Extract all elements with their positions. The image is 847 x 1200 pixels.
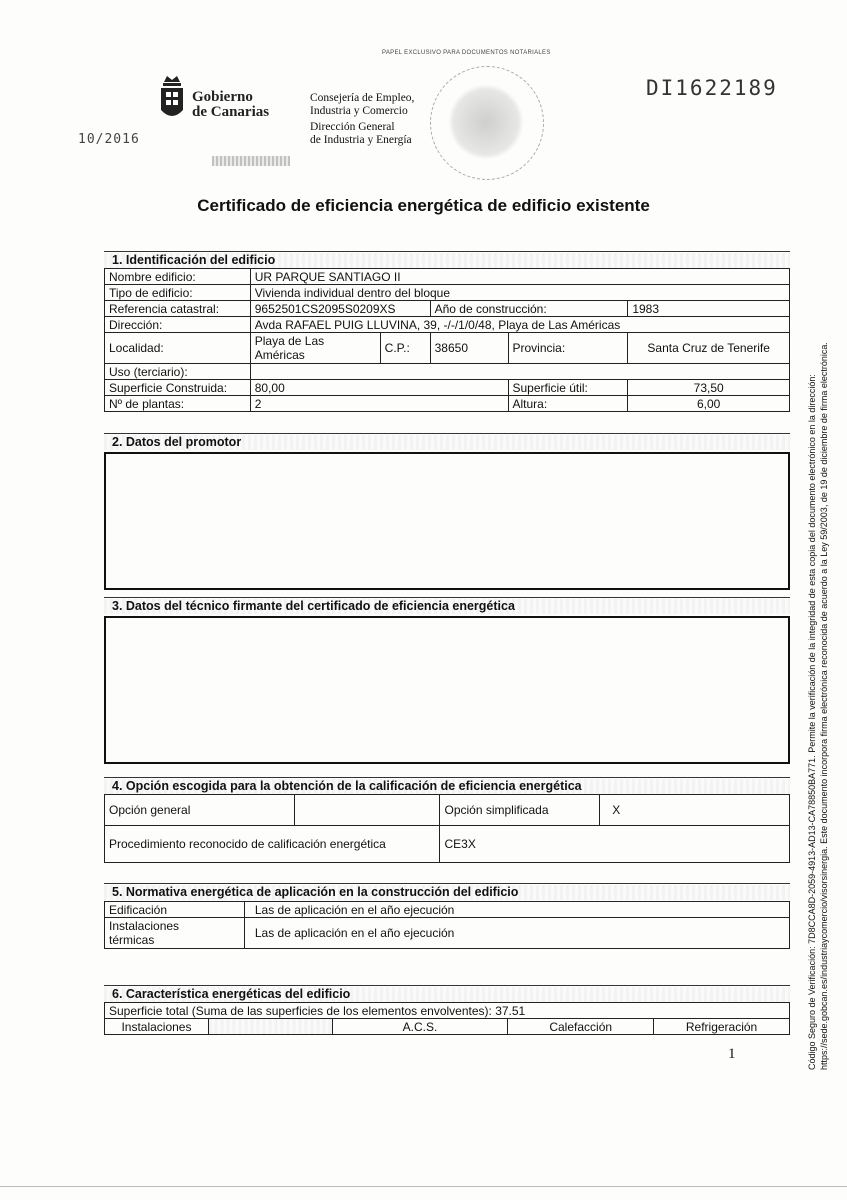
option-table [104,794,790,863]
dir-value: Avda RAFAEL PUIG LLUVINA, 39, -/-/1/0/48, Playa de Las Américas [250,317,789,333]
section-1-title: 1. Identificación del edificio [112,253,276,267]
anio-label: Año de construcción: [430,301,628,317]
document-title: Certificado de eficiencia energética de edificio existente [197,196,650,215]
plantas-label: Nº de plantas: [105,396,251,412]
table-row [105,1003,790,1019]
gov-line-1: Gobierno [192,89,253,105]
general-label: Opción general [105,795,295,826]
dept-line-1: Consejería de Empleo, [310,92,415,104]
sup-label: Superficie Construida: [105,380,251,396]
section-2-heading [104,435,790,450]
simpl-mark: X [600,795,790,826]
table-row [105,396,790,412]
section-2-top-rule [104,433,790,434]
department [310,92,414,147]
table-row [105,918,790,949]
section-5-title: 5. Normativa energética de aplicación en la construcción del edificio [112,885,519,899]
ref-label: Referencia catastral: [105,301,251,317]
table-row [105,380,790,396]
building-identification-table [104,268,790,412]
sup-value: 80,00 [250,380,508,396]
cp-value: 38650 [430,333,508,364]
col-blank [208,1019,332,1035]
section-4-title: 4. Opción escogida para la obtención de la calificación de eficiencia energética [112,779,582,793]
edif-value: Las de aplicación en el año ejecución [244,902,789,918]
inst-label-line-2: térmicas [109,933,155,947]
table-row [105,826,790,863]
table-row [105,795,790,826]
section-3-heading [104,599,790,614]
prov-value: Santa Cruz de Tenerife [628,333,790,364]
table-row [105,317,790,333]
table-row [105,902,790,918]
uso-value [250,364,789,380]
dir-label: Dirección: [105,317,251,333]
nombre-value: UR PARQUE SANTIAGO II [250,269,789,285]
serial-number: DI1622189 [646,76,778,100]
section-3-top-rule [104,597,790,598]
inst-label [105,918,245,949]
edif-label: Edificación [105,902,245,918]
dept-line-3: Dirección General [310,121,395,133]
stamp-strip [212,156,290,166]
table-row [105,269,790,285]
section-4-heading [104,779,790,794]
col-refrig: Refrigeración [654,1019,790,1035]
tipo-label: Tipo de edificio: [105,285,251,301]
tipo-value: Vivienda individual dentro del bloque [250,285,789,301]
prov-label: Provincia: [508,333,628,364]
ref-value: 9652501CS2095S0209XS [250,301,430,317]
tecnico-box [104,616,790,764]
proc-value: CE3X [440,826,790,863]
seal-emblem-icon [448,84,524,160]
section-6-heading [104,987,790,1002]
cp-label: C.P.: [380,333,430,364]
nombre-label: Nombre edificio: [105,269,251,285]
ref-code: 10/2016 [78,132,140,147]
table-row [105,1019,790,1035]
inst-value: Las de aplicación en el año ejecución [244,918,789,949]
table-row [105,333,790,364]
coat-of-arms-icon [158,72,186,124]
verification-line-2: https://sede.gobcan.es/industriaycomercio/visorsinergia. Este documento incorpora firma electrónica reconocida de acuerdo a la Ley 59/2003, de 19 de diciembre de firma electrónica. [819,342,829,1070]
section-1-top-rule [104,251,790,252]
altura-label: Altura: [508,396,628,412]
page-number: 1 [728,1046,736,1062]
dept-line-2: Industria y Comercio [310,105,408,117]
government-name [192,90,269,120]
inst-label-line-1: Instalaciones [109,919,180,933]
col-acs: A.C.S. [332,1019,508,1035]
supu-value: 73,50 [628,380,790,396]
dept-line-4: de Industria y Energía [310,134,412,146]
promotor-box [104,452,790,590]
simpl-label: Opción simplificada [440,795,600,826]
sup-total: Superficie total (Suma de las superficies de los elementos envolventes): 37.51 [105,1003,790,1019]
section-6-top-rule [104,985,790,986]
section-1-heading [104,253,790,268]
col-calef: Calefacción [508,1019,654,1035]
col-inst: Instalaciones [105,1019,209,1035]
verification-note [806,180,846,1070]
normativa-table [104,901,790,949]
section-6-title: 6. Característica energéticas del edificio [112,987,351,1001]
loc-value: Playa de Las Américas [250,333,380,364]
table-row [105,285,790,301]
uso-label: Uso (terciario): [105,364,251,380]
paper-note: PAPEL EXCLUSIVO PARA DOCUMENTOS NOTARIALES [382,50,551,56]
table-row [105,364,790,380]
supu-label: Superficie útil: [508,380,628,396]
energy-table [104,1002,790,1035]
bottom-edge-rule [0,1186,847,1187]
proc-label: Procedimiento reconocido de calificación energética [105,826,440,863]
section-2-title: 2. Datos del promotor [112,435,242,449]
verification-line-1: Código Seguro de Verificación: 7D8CCA8D-2059-4913-AD13-CA78850BA771. Permite la verificación de la integridad de esta copia del documento electrónico en la dirección: [807,374,817,1070]
section-5-heading [104,885,790,900]
table-row [105,301,790,317]
loc-label: Localidad: [105,333,251,364]
gov-line-2: de Canarias [192,104,270,120]
anio-value: 1983 [628,301,790,317]
section-5-top-rule [104,883,790,884]
general-value [294,795,440,826]
section-3-title: 3. Datos del técnico firmante del certificado de eficiencia energética [112,599,515,613]
section-4-top-rule [104,777,790,778]
altura-value: 6,00 [628,396,790,412]
plantas-value: 2 [250,396,508,412]
